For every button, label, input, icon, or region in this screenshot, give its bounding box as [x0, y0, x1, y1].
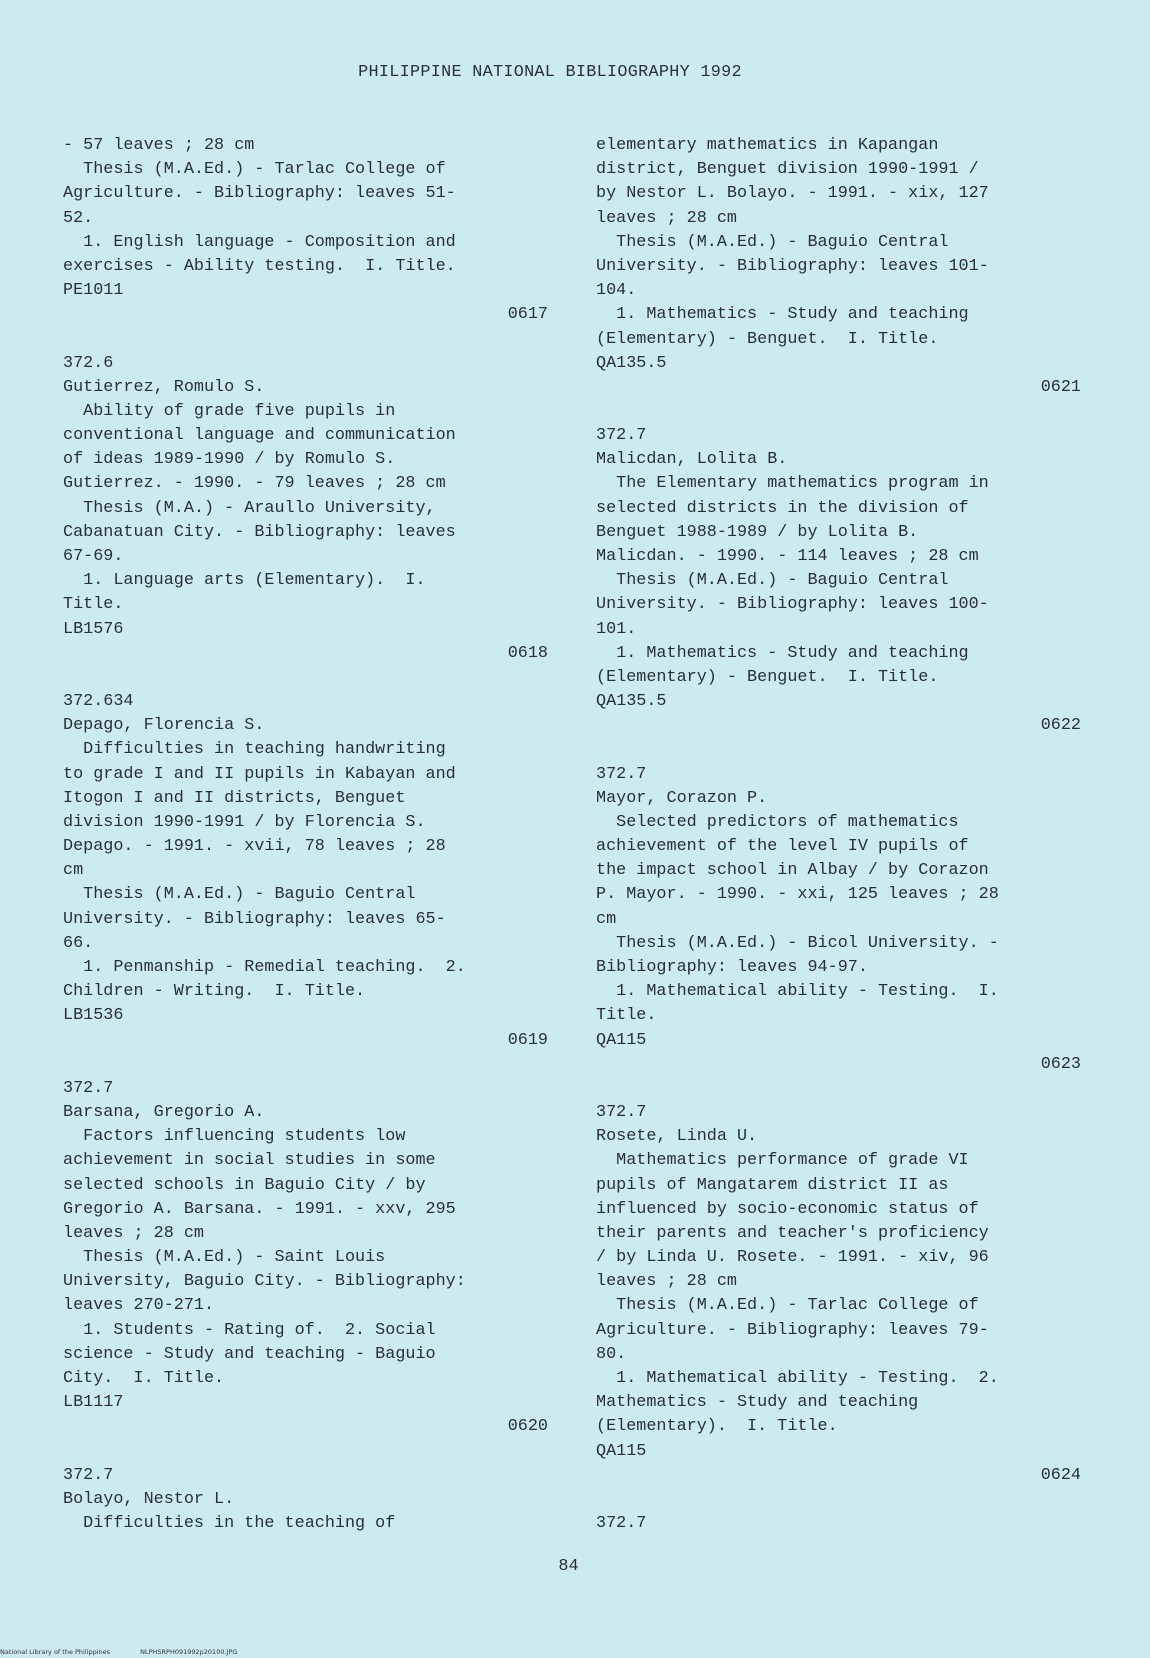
entry-line: 1. Students - Rating of. 2. Social	[63, 1320, 436, 1340]
entry-line: 101.	[596, 619, 637, 639]
entry-line: - 57 leaves ; 28 cm	[63, 136, 255, 155]
entry-line: QA115	[596, 1441, 647, 1461]
entry-line: Title.	[596, 1006, 657, 1026]
entry-line: exercises - Ability testing. I. Title.	[63, 256, 456, 276]
entry-line: 1. Mathematics - Study and teaching	[596, 305, 969, 325]
entry-line: Mathematics performance of grade VI	[596, 1151, 969, 1171]
entry-line: University. - Bibliography: leaves 65-	[63, 909, 446, 929]
entry-line: selected schools in Baguio City / by	[63, 1175, 426, 1195]
entry-line: (Elementary). I. Title.	[596, 1417, 838, 1437]
entry-line: 1. Mathematical ability - Testing. I.	[596, 982, 999, 1002]
entry-line: 104.	[596, 281, 637, 301]
entry-line: 67-69.	[63, 547, 124, 566]
entry-line: Mathematics - Study and teaching	[596, 1393, 919, 1413]
entry-line: P. Mayor. - 1990. - xxi, 125 leaves ; 28	[596, 885, 999, 905]
entry-line: achievement in social studies in some	[63, 1151, 436, 1171]
entry-line: Depago, Florencia S.	[63, 716, 265, 736]
entry-line: leaves ; 28 cm	[596, 208, 737, 228]
entry-line: Thesis (M.A.Ed.) - Tarlac College of	[596, 1296, 979, 1316]
entry-line: 372.6	[63, 353, 114, 373]
page-header: PHILIPPINE NATIONAL BIBLIOGRAPHY 1992	[358, 63, 742, 82]
entry-line: Barsana, Gregorio A.	[63, 1102, 265, 1122]
entry-line: Malicdan. - 1990. - 114 leaves ; 28 cm	[596, 547, 979, 566]
entry-line: (Elementary) - Benguet. I. Title.	[596, 329, 939, 349]
entry-line: Gregorio A. Barsana. - 1991. - xxv, 295	[63, 1199, 456, 1219]
footer-library: National Library of the Philippines	[0, 1648, 111, 1656]
catalog-entry	[596, 134, 1081, 400]
entry-line: 372.7	[596, 1102, 647, 1122]
entry-line: 1. Mathematical ability - Testing. 2.	[596, 1369, 999, 1388]
catalog-entry	[596, 1512, 1081, 1536]
entry-line: Thesis (M.A.Ed.) - Baguio Central	[596, 571, 949, 591]
entry-line: cm	[596, 909, 617, 929]
entry-number: 0622	[1040, 716, 1081, 736]
entry-line: 372.7	[63, 1465, 114, 1485]
footer-file: NLPHSRPH091992p20100.JPG	[140, 1648, 238, 1656]
entry-line: Thesis (M.A.Ed.) - Baguio Central	[63, 885, 416, 905]
catalog-entry	[63, 134, 548, 328]
entry-line: Thesis (M.A.Ed.) - Baguio Central	[596, 232, 949, 252]
entry-line: 372.7	[596, 764, 647, 784]
entry-line: Cabanatuan City. - Bibliography: leaves	[63, 522, 456, 542]
entry-line: University. - Bibliography: leaves 101-	[596, 256, 989, 276]
entry-line: achievement of the level IV pupils of	[596, 837, 969, 857]
entry-line: Ability of grade five pupils in	[63, 401, 396, 421]
entry-number: 0620	[507, 1417, 548, 1437]
catalog-entry	[63, 352, 548, 666]
entry-line: LB1576	[63, 619, 124, 639]
entry-line: QA115	[596, 1030, 647, 1050]
entry-line: LB1117	[63, 1393, 124, 1413]
entry-line: cm	[63, 861, 84, 881]
entry-line: (Elementary) - Benguet. I. Title.	[596, 667, 939, 687]
scan-footer	[0, 1648, 265, 1656]
entry-line: Thesis (M.A.Ed.) - Bicol University. -	[596, 933, 999, 953]
entry-line: leaves 270-271.	[63, 1296, 215, 1316]
catalog-entry	[63, 1077, 548, 1440]
entry-line: Selected predictors of mathematics	[596, 812, 959, 832]
entry-line: 1. Mathematics - Study and teaching	[596, 643, 969, 663]
entry-line: QA135.5	[596, 692, 667, 712]
entry-line: Thesis (M.A.) - Araullo University,	[63, 498, 436, 518]
entry-line: leaves ; 28 cm	[596, 1272, 737, 1292]
entry-line: Benguet 1988-1989 / by Lolita B.	[596, 522, 919, 542]
entry-line: influenced by socio-economic status of	[596, 1199, 979, 1219]
entry-line: Gutierrez, Romulo S.	[63, 377, 265, 397]
entry-line: The Elementary mathematics program in	[596, 474, 989, 494]
entry-line: 372.7	[596, 1513, 647, 1533]
entry-line: Title.	[63, 595, 124, 615]
entry-line: 1. English language - Composition and	[63, 232, 456, 252]
entry-number: 0621	[1040, 377, 1081, 397]
entry-number: 0624	[1040, 1465, 1081, 1485]
entry-line: Bolayo, Nestor L.	[63, 1489, 235, 1509]
entry-number: 0618	[507, 643, 548, 663]
page-number: 84	[558, 1557, 579, 1576]
entry-number: 0619	[507, 1030, 548, 1050]
entry-line: City. I. Title.	[63, 1369, 225, 1388]
entry-line: Agriculture. - Bibliography: leaves 79-	[596, 1320, 989, 1340]
entry-line: Factors influencing students low	[63, 1127, 406, 1147]
entry-line: / by Linda U. Rosete. - 1991. - xiv, 96	[596, 1248, 989, 1268]
entry-line: to grade I and II pupils in Kabayan and	[63, 764, 456, 784]
entry-line: pupils of Mangatarem district II as	[596, 1175, 949, 1195]
catalog-entry	[596, 1101, 1081, 1488]
catalog-entry	[596, 763, 1081, 1077]
entry-line: Difficulties in teaching handwriting	[63, 740, 446, 760]
catalog-entry	[596, 424, 1081, 738]
entry-line: Rosete, Linda U.	[596, 1127, 758, 1147]
entry-line: division 1990-1991 / by Florencia S.	[63, 812, 426, 832]
entry-line: 80.	[596, 1344, 627, 1364]
entry-line: their parents and teacher's proficiency	[596, 1223, 989, 1243]
entry-line: conventional language and communication	[63, 426, 456, 446]
entry-line: Itogon I and II districts, Benguet	[63, 788, 406, 808]
left-column	[63, 134, 548, 1536]
catalog-entry	[63, 690, 548, 1053]
entry-line: Gutierrez. - 1990. - 79 leaves ; 28 cm	[63, 474, 446, 494]
entry-line: science - Study and teaching - Baguio	[63, 1344, 436, 1364]
entry-line: Children - Writing. I. Title.	[63, 982, 366, 1002]
entry-line: district, Benguet division 1990-1991 /	[596, 160, 979, 180]
entry-line: Agriculture. - Bibliography: leaves 51-	[63, 184, 456, 204]
entry-line: 1. Penmanship - Remedial teaching. 2.	[63, 958, 466, 977]
entry-line: PE1011	[63, 281, 124, 301]
catalog-entry	[63, 1464, 548, 1537]
entry-line: of ideas 1989-1990 / by Romulo S.	[63, 450, 396, 470]
entry-line: by Nestor L. Bolayo. - 1991. - xix, 127	[596, 184, 989, 204]
entry-number: 0617	[507, 305, 548, 325]
entry-line: Thesis (M.A.Ed.) - Saint Louis	[63, 1248, 386, 1268]
entry-line: Difficulties in the teaching of	[63, 1513, 396, 1533]
entry-line: University. - Bibliography: leaves 100-	[596, 595, 989, 615]
entry-line: the impact school in Albay / by Corazon	[596, 861, 989, 881]
right-column	[596, 134, 1081, 1536]
entry-line: 372.634	[63, 691, 134, 711]
entry-line: 372.7	[596, 426, 647, 446]
entry-line: 66.	[63, 933, 94, 953]
entry-line: QA135.5	[596, 353, 667, 373]
entry-line: Mayor, Corazon P.	[596, 788, 768, 808]
entry-line: 1. Language arts (Elementary). I.	[63, 571, 426, 591]
entry-line: Depago. - 1991. - xvii, 78 leaves ; 28	[63, 837, 446, 857]
entry-line: Thesis (M.A.Ed.) - Tarlac College of	[63, 160, 446, 180]
entry-line: University, Baguio City. - Bibliography:	[63, 1272, 466, 1292]
entry-line: selected districts in the division of	[596, 498, 969, 518]
entry-line: 372.7	[63, 1078, 114, 1098]
entry-line: Bibliography: leaves 94-97.	[596, 958, 868, 977]
entry-line: leaves ; 28 cm	[63, 1223, 204, 1243]
entry-line: elementary mathematics in Kapangan	[596, 136, 939, 155]
entry-number: 0623	[1040, 1054, 1081, 1074]
entry-line: 52.	[63, 208, 94, 228]
entry-line: LB1536	[63, 1006, 124, 1026]
entry-line: Malicdan, Lolita B.	[596, 450, 788, 470]
